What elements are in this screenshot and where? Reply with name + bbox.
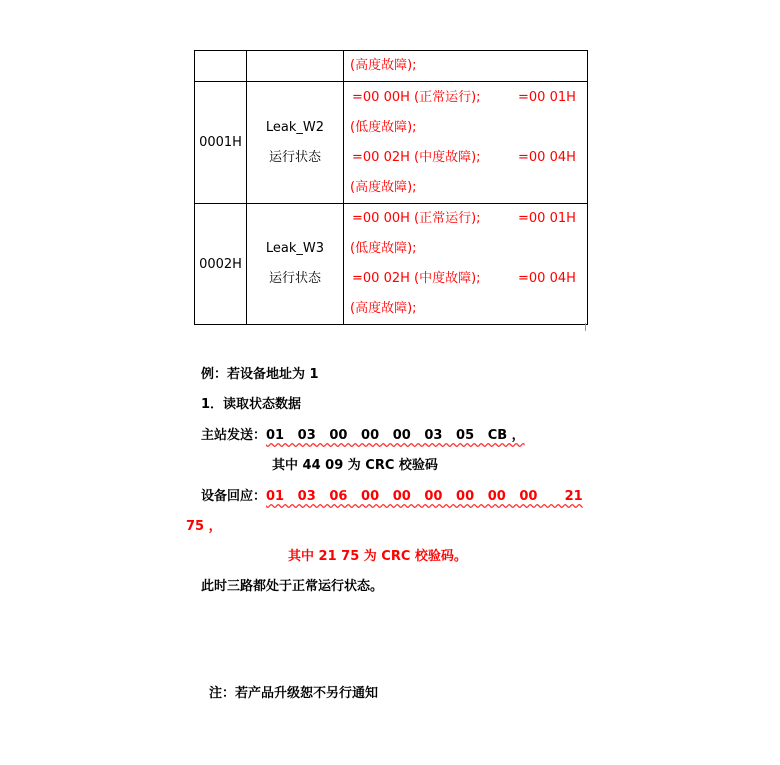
description-line: =00 01H bbox=[518, 211, 576, 226]
device-reply-bytes-wrap: 75 ， bbox=[186, 519, 222, 534]
register-label: 运行状态 bbox=[268, 149, 321, 165]
device-reply-bytes: 01 03 06 00 00 00 00 00 00 21 bbox=[266, 489, 583, 504]
name-cell bbox=[247, 204, 344, 325]
description-cell bbox=[344, 82, 588, 204]
paragraph-mark bbox=[585, 323, 586, 331]
table-row bbox=[195, 51, 588, 82]
register-label: 运行状态 bbox=[268, 271, 321, 286]
address-cell bbox=[195, 51, 247, 82]
name-cell bbox=[247, 82, 344, 204]
description-line: =00 04H bbox=[518, 271, 576, 286]
table-row bbox=[195, 82, 588, 204]
description-cell bbox=[344, 204, 588, 325]
description-cell bbox=[344, 51, 588, 82]
description-line: =00 00H (正常运行); bbox=[352, 211, 481, 226]
description-line: (低度故障); bbox=[350, 241, 417, 256]
status-note: 此时三路都处于正常运行状态。 bbox=[201, 579, 384, 594]
description-line: (低度故障); bbox=[350, 119, 417, 135]
register-name: Leak_W3 bbox=[265, 241, 325, 256]
master-send-bytes: 01 03 00 00 00 03 05 CB ， bbox=[266, 428, 525, 443]
master-send-line bbox=[201, 424, 525, 443]
description-line: =00 02H (中度故障); bbox=[352, 271, 481, 286]
address-cell: 0001H bbox=[195, 82, 247, 204]
address-cell: 0002H bbox=[195, 204, 247, 325]
example-title: 例：若设备地址为 1 bbox=[201, 367, 319, 382]
step-heading: 1．读取状态数据 bbox=[201, 397, 302, 412]
description-line: =00 00H (正常运行); bbox=[352, 89, 481, 105]
description-line: (高度故障); bbox=[350, 301, 417, 316]
master-send-label: 主站发送： bbox=[201, 428, 267, 443]
name-cell bbox=[247, 51, 344, 82]
description-line: =00 01H bbox=[518, 89, 576, 105]
description-line: =00 02H (中度故障); bbox=[352, 149, 481, 165]
device-crc-note: 其中 21 75 为 CRC 校验码。 bbox=[288, 549, 467, 564]
register-name: Leak_W2 bbox=[265, 119, 325, 135]
device-reply-line bbox=[201, 485, 583, 504]
description-line: =00 04H bbox=[518, 149, 576, 165]
table-row bbox=[195, 204, 588, 325]
register-table bbox=[194, 50, 588, 325]
footer-note: 注：若产品升级恕不另行通知 bbox=[209, 686, 379, 701]
description-line: (高度故障); bbox=[350, 179, 417, 195]
master-crc-note: 其中 44 09 为 CRC 校验码 bbox=[272, 458, 438, 473]
device-reply-label: 设备回应： bbox=[201, 489, 267, 504]
description-line: (高度故障); bbox=[350, 58, 417, 73]
